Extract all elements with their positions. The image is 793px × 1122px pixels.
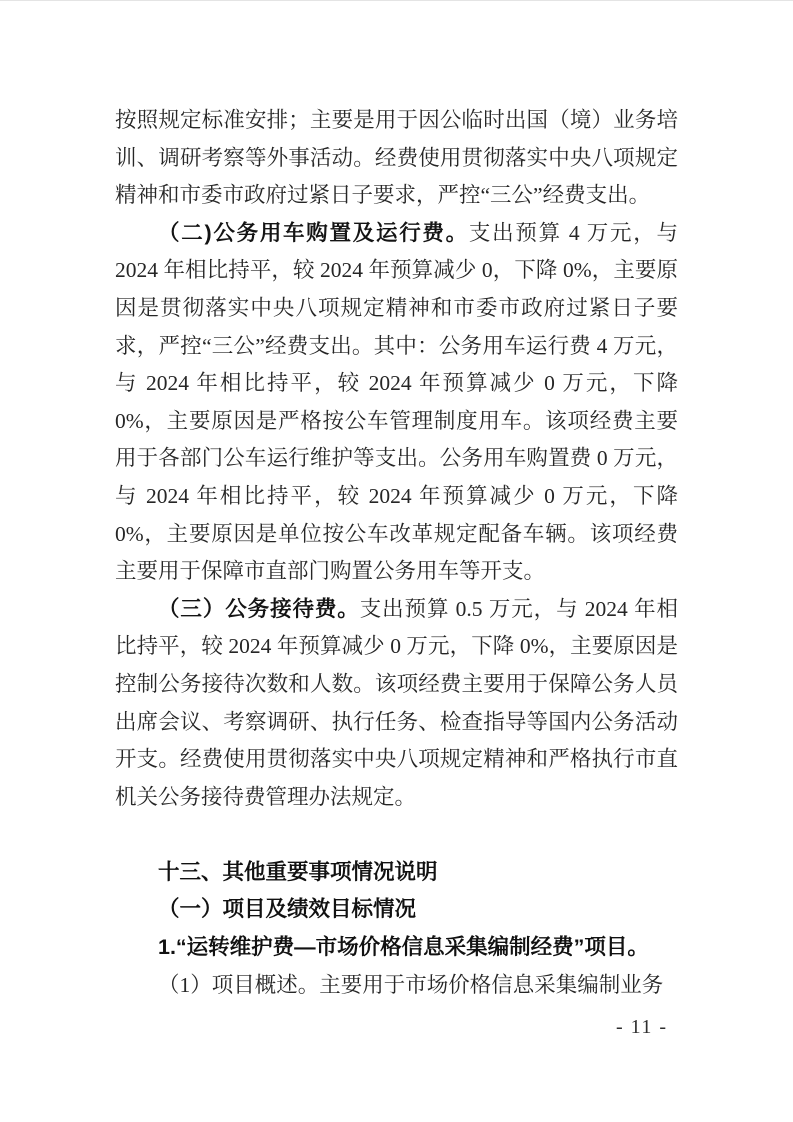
paragraph-vehicle-expense bbox=[115, 215, 678, 591]
document-body bbox=[115, 102, 678, 1004]
page-number: - 11 - bbox=[616, 1016, 668, 1038]
heading-project-market-price-info-fund: 1.“运转维护费—市场价格信息采集编制经费”项目。 bbox=[158, 935, 649, 960]
paragraph-project-overview bbox=[115, 967, 678, 1005]
paragraph-text: 支出预算 0.5 万元，与 2024 年相比持平，较 2024 年预算减少 0 万元，下降 0%，主要原因是控制公务接待次数和人数。该项经费主要用于保障公务人员出席会议、考察调研、执行任务、检查指导等国内公务活动开支。经费使用贯彻落实中央八项规定精神和严格执行市直机关公务接待费管理办法规定。 bbox=[115, 596, 678, 809]
paragraph-reception-expense bbox=[115, 591, 678, 817]
vehicle-expense-heading-run: （二)公务用车购置及运行费。 bbox=[158, 220, 469, 245]
paragraph-text: 支出预算 4 万元，与 2024 年相比持平，较 2024 年预算减少 0，下降 0%，主要原因是贯彻落实中央八项规定精神和市委市政府过紧日子要求，严控“三公”经费支出。其中：公务用车运行费 4 万元，与 2024 年相比持平，较 2024 年预算减少 0 万元，下降 0%，主要原因是严格按公车管理制度用车。该项经费主要用于各部门公车运行维护等支出。公务用车购置费 0 万元，与 2024 年相比持平，较 2024 年预算减少 0 万元，下降 0%，主要原因是单位按公车改革规定配备车辆。该项经费主要用于保障市直部门购置公务用车等开支。 bbox=[115, 220, 678, 584]
heading-section-13-other-important-matters: 十三、其他重要事项情况说明 bbox=[158, 859, 438, 884]
reception-expense-heading-run: （三）公务接待费。 bbox=[158, 596, 360, 621]
page-top-edge-line bbox=[0, 0, 793, 1]
heading-subsection-project-performance-targets: （一）项目及绩效目标情况 bbox=[158, 897, 417, 922]
paragraph-text: （1）项目概述。主要用于市场价格信息采集编制业务 bbox=[158, 972, 664, 997]
paragraph-overseas-trip-expense bbox=[115, 102, 678, 215]
paragraph-text: 按照规定标准安排；主要是用于因公临时出国（境）业务培训、调研考察等外事活动。经费使用贯彻落实中央八项规定精神和市委市政府过紧日子要求，严控“三公”经费支出。 bbox=[115, 108, 678, 208]
